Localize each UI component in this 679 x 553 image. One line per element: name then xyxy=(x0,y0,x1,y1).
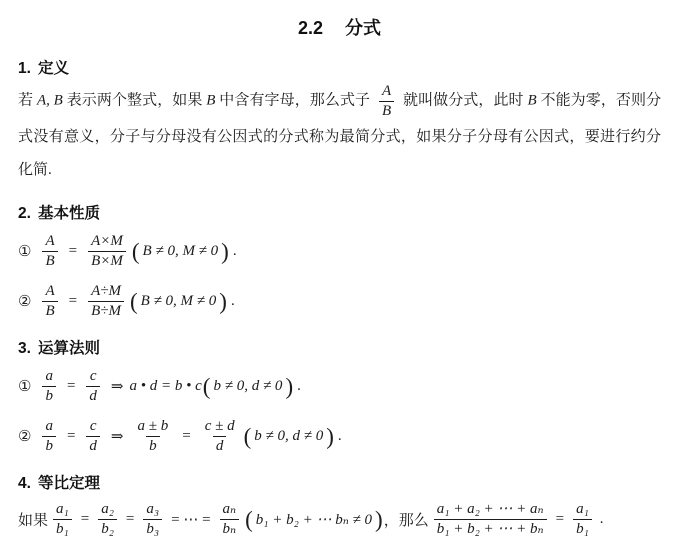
denominator: d xyxy=(213,436,227,456)
left-paren: ( xyxy=(131,238,140,264)
denominator: b₂ xyxy=(98,519,117,539)
denominator: b₁ xyxy=(573,519,592,539)
cross-product-expression: a • d = b • c xyxy=(129,377,202,394)
fraction xyxy=(135,417,172,456)
section-heading-proportion-theorem xyxy=(18,471,661,493)
fraction xyxy=(53,500,72,539)
left-paren: ( xyxy=(245,506,253,532)
implies-arrow: ⇒ xyxy=(110,378,124,395)
numerator: a ± b xyxy=(137,417,169,434)
paragraph-text: 中含有字母，那么式子 xyxy=(219,92,371,109)
denominator: d xyxy=(86,386,100,406)
right-paren: ) xyxy=(219,288,227,314)
fraction xyxy=(573,500,592,539)
section-proportion-theorem xyxy=(18,471,661,541)
equals-sign: = xyxy=(555,510,565,527)
left-paren: ( xyxy=(243,423,252,449)
paragraph-text: 不能为零，否则分式没有意义，分子与分母没有公因式的分式称为最简分式，如果分子分母有公因式，要进行约分化简. xyxy=(18,92,662,179)
equals-ellipsis: = ⋯ = xyxy=(171,511,211,528)
section-heading-label: 定义 xyxy=(37,60,69,77)
connector-text: ，那么 xyxy=(383,512,429,529)
fraction-sum xyxy=(434,500,547,539)
section-heading-label: 基本性质 xyxy=(37,205,100,222)
denominator: b xyxy=(42,436,56,456)
fraction xyxy=(88,282,124,321)
denominator: B xyxy=(42,251,57,271)
paragraph-text: 表示两个整式，如果 xyxy=(66,92,203,109)
condition: b ≠ 0, d ≠ 0 xyxy=(213,377,283,394)
section-heading-basic-properties xyxy=(18,201,661,223)
period: . xyxy=(232,242,237,259)
numerator: a xyxy=(45,417,53,434)
numerator: A×M xyxy=(91,232,123,249)
page-title-number: 2.2 xyxy=(297,18,324,38)
numerator: a₁ xyxy=(56,500,69,517)
period: . xyxy=(297,377,301,394)
condition: b₁ + b₂ + ⋯ bₙ ≠ 0 xyxy=(255,511,373,528)
fraction xyxy=(98,500,117,539)
denominator: bₙ xyxy=(220,519,240,539)
fraction xyxy=(86,367,100,406)
inline-fraction xyxy=(379,82,394,121)
definition-paragraph xyxy=(18,82,661,188)
implies-arrow: ⇒ xyxy=(110,428,124,445)
fraction xyxy=(42,417,56,456)
section-heading-definition xyxy=(18,56,661,78)
equals-sign: = xyxy=(68,242,78,259)
fraction xyxy=(42,282,57,321)
numerator: A xyxy=(45,232,55,249)
denominator: B xyxy=(42,301,57,321)
section-number: 1. xyxy=(18,60,31,77)
formula-operation-rule-2 xyxy=(18,414,661,458)
page-title-text: 分式 xyxy=(345,18,382,38)
formula-basic-property-1 xyxy=(18,229,661,273)
numerator: c xyxy=(89,367,97,384)
condition: b ≠ 0, d ≠ 0 xyxy=(254,427,324,444)
denominator: B÷M xyxy=(88,301,124,321)
numerator: a xyxy=(45,367,53,384)
denominator: B×M xyxy=(88,251,126,271)
numerator: A÷M xyxy=(91,282,121,299)
condition: B ≠ 0, M ≠ 0 xyxy=(142,242,219,259)
section-heading-label: 等比定理 xyxy=(37,475,100,492)
section-heading-label: 运算法则 xyxy=(37,340,100,357)
period: . xyxy=(230,292,235,309)
equals-sign: = xyxy=(80,510,90,527)
fraction xyxy=(143,500,162,539)
numerator: a₁ xyxy=(576,500,589,517)
fraction xyxy=(88,232,126,271)
right-paren: ) xyxy=(221,238,229,264)
intro-text: 如果 xyxy=(18,512,49,529)
denominator: b₃ xyxy=(143,519,162,539)
denominator: B xyxy=(379,101,394,121)
section-definition xyxy=(18,56,661,188)
circled-number-1: ① xyxy=(18,243,32,260)
section-heading-operation-rules xyxy=(18,336,661,358)
formula-proportion-theorem xyxy=(18,497,661,541)
fraction xyxy=(42,232,57,271)
denominator: b₁ xyxy=(53,519,72,539)
fraction xyxy=(220,500,240,539)
fraction xyxy=(202,417,238,456)
left-paren: ( xyxy=(202,373,211,399)
circled-number-1: ① xyxy=(18,378,32,395)
equals-sign: = xyxy=(182,427,191,444)
right-paren: ) xyxy=(326,423,334,449)
paragraph-text: 就叫做分式，此时 xyxy=(402,92,524,109)
period: . xyxy=(599,510,604,527)
numerator: a₂ xyxy=(101,500,114,517)
numerator: a₃ xyxy=(146,500,160,517)
numerator: A xyxy=(381,83,392,99)
section-basic-properties xyxy=(18,201,661,323)
section-number: 3. xyxy=(18,340,31,357)
math-var: B xyxy=(206,92,216,109)
math-var: B xyxy=(527,92,537,109)
formula-basic-property-2 xyxy=(18,279,661,323)
equals-sign: = xyxy=(66,427,76,444)
math-vars: A, B xyxy=(36,92,63,109)
right-paren: ) xyxy=(285,373,294,399)
numerator: a₁ + a₂ + ⋯ + aₙ xyxy=(436,500,544,517)
paragraph-text: 若 xyxy=(18,92,34,109)
circled-number-2: ② xyxy=(18,293,32,310)
denominator: b xyxy=(42,386,56,406)
condition: B ≠ 0, M ≠ 0 xyxy=(140,292,217,309)
circled-number-2: ② xyxy=(18,428,32,445)
section-number: 2. xyxy=(18,205,31,222)
fraction xyxy=(42,367,56,406)
numerator: c ± d xyxy=(204,417,235,434)
numerator: aₙ xyxy=(222,500,237,517)
numerator: c xyxy=(89,417,97,434)
period: . xyxy=(337,427,342,444)
fraction xyxy=(86,417,100,456)
denominator: b₁ + b₂ + ⋯ + bₙ xyxy=(434,519,547,539)
left-paren: ( xyxy=(129,288,138,314)
formula-operation-rule-1 xyxy=(18,364,661,408)
page-title xyxy=(18,14,661,40)
equals-sign: = xyxy=(66,377,76,394)
section-number: 4. xyxy=(18,475,31,492)
equals-sign: = xyxy=(68,292,78,309)
equals-sign: = xyxy=(125,510,135,527)
denominator: b xyxy=(146,436,160,456)
right-paren: ) xyxy=(375,506,383,532)
section-operation-rules xyxy=(18,336,661,458)
denominator: d xyxy=(86,436,100,456)
numerator: A xyxy=(45,282,55,299)
